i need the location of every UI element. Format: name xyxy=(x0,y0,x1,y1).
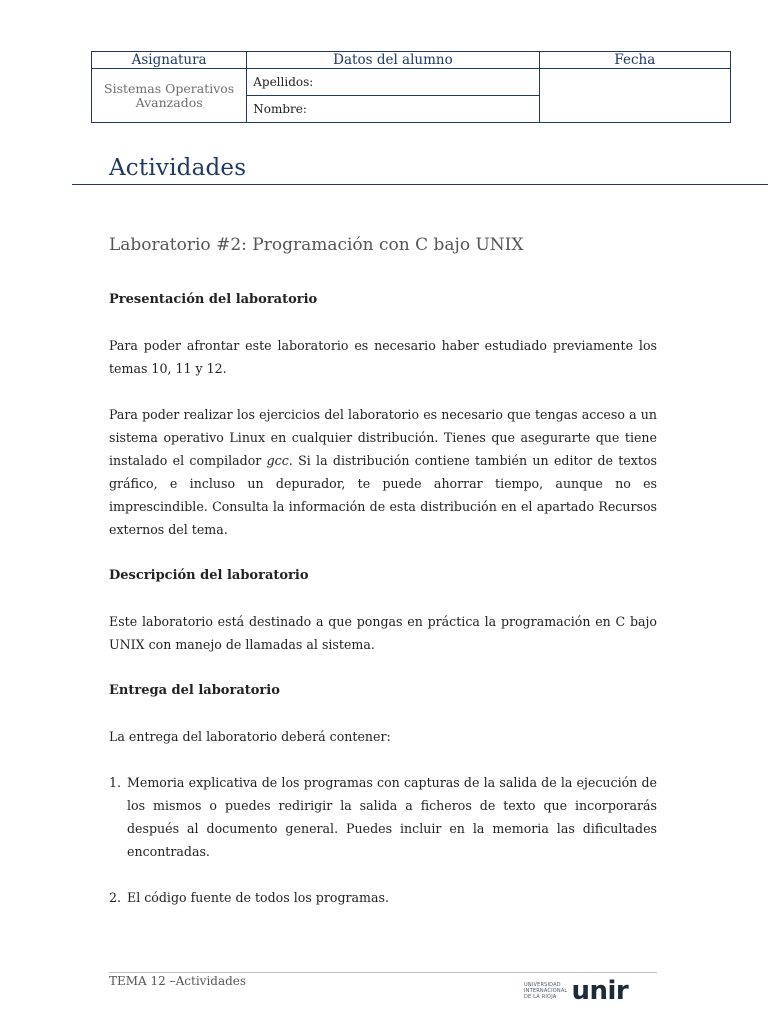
logo-university-text: UNIVERSIDAD INTERNACIONAL DE LA RIOJA xyxy=(524,982,568,1000)
delivery-heading: Entrega del laboratorio xyxy=(109,683,280,698)
footer-divider xyxy=(109,972,657,973)
logo-wordmark: unir xyxy=(571,976,629,1006)
lab-title: Laboratorio #2: Programación con C bajo UNIX xyxy=(109,235,524,255)
date-field[interactable] xyxy=(539,69,730,123)
header-table xyxy=(91,51,731,123)
subject-line-1: Sistemas Operativos xyxy=(104,80,235,96)
list-text: El código fuente de todos los programas. xyxy=(127,890,389,905)
list-number: 2. xyxy=(109,890,122,905)
title-divider xyxy=(72,184,768,185)
compiler-name: gcc xyxy=(266,453,289,468)
list-item xyxy=(109,886,657,909)
presentation-paragraph-1: Para poder afrontar este laboratorio es necesario haber estudiado previamente los temas 10, 11 y 12. xyxy=(109,338,657,376)
list-text: Memoria explicativa de los programas con capturas de la salida de la ejecución de los mismos o puedes redirigir la salida a ficheros de texto que incorporarás después al documento general. Puedes incluir en la memoria las dificultades encontradas. xyxy=(127,775,657,859)
delivery-intro: La entrega del laboratorio deberá contener: xyxy=(109,729,391,744)
surname-field[interactable]: Apellidos: xyxy=(247,69,539,96)
section-title: Actividades xyxy=(109,155,247,181)
unir-logo xyxy=(524,977,628,1005)
description-heading: Descripción del laboratorio xyxy=(109,568,309,583)
list-item xyxy=(109,771,657,863)
header-date-label: Fecha xyxy=(539,52,730,69)
presentation-paragraph-2: Para poder realizar los ejercicios del laboratorio es necesario que tengas acceso a un sistema operativo Linux en cualquier distribución. Tienes que asegurarte que tiene instalado el compilador gcc. Si la distribución contiene también un editor de textos gráfico, e incluso un depurador, te puede ahorrar tiempo, aunque no es imprescindible. Consulta la información de esta distribución en el apartado Recursos externos del tema. xyxy=(109,407,657,537)
description-paragraph: Este laboratorio está destinado a que pongas en práctica la programación en C bajo UNIX con manejo de llamadas al sistema. xyxy=(109,614,657,652)
subject-line-2: Avanzados xyxy=(135,94,203,110)
header-student-label: Datos del alumno xyxy=(247,52,539,69)
header-subject-label: Asignatura xyxy=(92,52,247,69)
list-number: 1. xyxy=(109,775,122,790)
subject-name xyxy=(92,69,247,123)
name-field[interactable]: Nombre: xyxy=(247,96,539,123)
document-body xyxy=(109,288,657,909)
presentation-heading: Presentación del laboratorio xyxy=(109,292,318,307)
footer-text: TEMA 12 –Actividades xyxy=(109,974,247,988)
